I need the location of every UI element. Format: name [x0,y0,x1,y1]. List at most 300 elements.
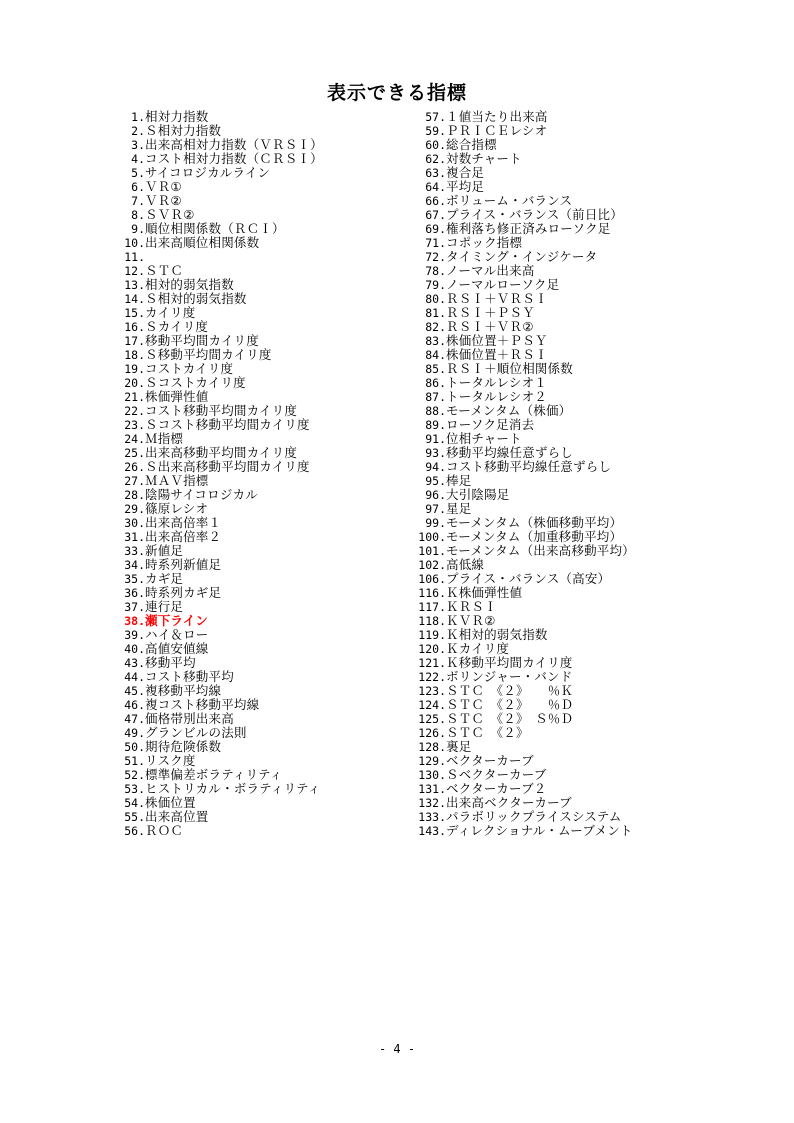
indicator-label: ＫＶＲ② [446,614,496,628]
indicator-number: 84. [425,348,446,362]
indicator-label: ノーマルローソク足 [446,278,560,292]
indicator-number: 118. [418,614,446,628]
indicator-number: 24. [124,432,145,446]
indicator-number: 34. [124,558,145,572]
indicator-label: 出来高ベクターカーブ [446,796,572,810]
indicator-item [119,208,409,222]
indicator-label: コストカイリ度 [145,362,234,376]
indicator-item [414,544,704,558]
indicator-number: 117. [418,600,446,614]
indicator-item [119,236,409,250]
indicator-item [414,558,704,572]
indicator-item [119,502,409,516]
indicator-item [414,586,704,600]
indicator-item [414,768,704,782]
indicator-number: 102. [418,558,446,572]
indicator-number: 128. [418,740,446,754]
indicator-number: 2. [131,124,145,138]
indicator-item [119,418,409,432]
indicator-item [119,278,409,292]
indicator-label: Ｓコストカイリ度 [145,376,246,390]
indicator-label: カイリ度 [145,306,196,320]
indicator-label: 相対的弱気指数 [145,278,234,292]
indicator-label: 連行足 [145,600,184,614]
indicator-number: 33. [124,544,145,558]
indicator-number: 62. [425,152,446,166]
indicator-item [119,796,409,810]
indicator-label: Ｋ株価弾性値 [446,586,523,600]
indicator-item [414,488,704,502]
indicator-label: ヒストリカル・ボラティリティ [145,782,321,796]
indicator-item [414,208,704,222]
indicator-label: ボリューム・バランス [446,194,573,208]
indicator-number: 131. [418,782,446,796]
indicator-label: ＰＲＩＣＥレシオ [446,124,548,138]
indicator-number: 82. [425,320,446,334]
indicator-item [119,684,409,698]
indicator-label: 星足 [446,502,472,516]
indicator-label: 標準偏差ボラティリティ [145,768,283,782]
indicator-number: 27. [124,474,145,488]
indicator-item [414,264,704,278]
indicator-item [119,712,409,726]
indicator-label: 篠原レシオ [145,502,209,516]
indicator-number: 29. [124,502,145,516]
indicator-item [119,698,409,712]
indicator-item [119,782,409,796]
indicator-number: 67. [425,208,446,222]
indicator-label: 総合指標 [446,138,497,152]
indicator-number: 132. [418,796,446,810]
indicator-label: 株価位置＋ＲＳＩ [446,348,548,362]
indicator-label: 移動平均間カイリ度 [145,334,259,348]
indicator-number: 5. [131,166,145,180]
indicator-item [414,516,704,530]
indicator-label: ＳＴＣ 《２》 ％Ｄ [446,698,574,712]
indicator-label: 移動平均線任意ずらし [446,446,574,460]
indicator-number: 16. [124,320,145,334]
indicator-label: モーメンタム（加重移動平均） [446,530,623,544]
indicator-item [414,222,704,236]
indicator-number: 80. [425,292,446,306]
indicator-number: 101. [418,544,446,558]
indicator-number: 46. [124,698,145,712]
indicator-item [119,516,409,530]
indicator-label: 権利落ち修正済みローソク足 [446,222,611,236]
indicator-label: ベクターカーブ [446,754,534,768]
indicator-item [414,614,704,628]
indicator-label: 高値安値線 [145,642,209,656]
indicator-number: 6. [131,180,145,194]
indicator-label: カギ足 [145,572,184,586]
indicator-item [119,124,409,138]
indicator-label: 瀬下ライン [145,614,209,628]
indicator-label: ベクターカーブ２ [446,782,547,796]
indicator-number: 99. [425,516,446,530]
indicator-item [414,656,704,670]
indicator-number: 63. [425,166,446,180]
indicator-number: 71. [425,236,446,250]
indicator-number: 19. [124,362,145,376]
indicator-item [119,194,409,208]
indicator-number: 36. [124,586,145,600]
indicator-label: Ｓコスト移動平均間カイリ度 [145,418,310,432]
indicator-number: 3. [131,138,145,152]
indicator-item [414,418,704,432]
indicator-label: 裏足 [446,740,472,754]
indicator-label: 順位相関係数（ＲＣＩ） [145,222,285,236]
indicator-label: パラボリックプライスシステム [446,810,622,824]
indicator-item [119,166,409,180]
indicator-label: Ｓカイリ度 [145,320,209,334]
indicator-label: コスト移動平均 [145,670,234,684]
indicator-number: 7. [131,194,145,208]
indicator-label: 棒足 [446,474,472,488]
indicator-number: 89. [425,418,446,432]
indicator-label: モーメンタム（株価移動平均） [446,516,623,530]
indicator-item [414,530,704,544]
indicator-item [414,152,704,166]
indicator-item [119,810,409,824]
indicator-item [119,404,409,418]
indicator-number: 79. [425,278,446,292]
indicator-label: タイミング・インジケータ [446,250,598,264]
indicator-item [119,740,409,754]
indicator-label: 移動平均 [145,656,196,670]
indicator-item [414,250,704,264]
indicator-label: プライス・バランス（高安） [446,572,611,586]
indicator-item [414,138,704,152]
indicator-label: 平均足 [446,180,485,194]
indicator-number: 66. [425,194,446,208]
indicator-number: 31. [124,530,145,544]
indicator-label: 複コスト移動平均線 [145,698,260,712]
indicator-number: 57. [425,110,446,124]
indicator-item [119,558,409,572]
indicator-item [119,152,409,166]
indicator-item [414,754,704,768]
indicator-number: 106. [418,572,446,586]
indicator-item [119,222,409,236]
indicator-item [119,292,409,306]
indicator-item [414,712,704,726]
indicator-label: ローソク足消去 [446,418,535,432]
indicator-item [414,670,704,684]
indicator-label: ＳＴＣ 《２》 ％Ｋ [446,684,574,698]
indicator-label: トータルレシオ２ [446,390,547,404]
indicator-number: 87. [425,390,446,404]
indicator-number: 45. [124,684,145,698]
indicator-item [414,726,704,740]
indicator-label: ノーマル出来高 [446,264,535,278]
indicator-label: モーメンタム（株価） [446,404,572,418]
indicator-item [414,166,704,180]
indicator-number: 25. [124,446,145,460]
indicator-item [414,474,704,488]
indicator-label: グランビルの法則 [145,726,247,740]
indicator-label: ＳＶＲ② [145,208,195,222]
indicator-label: トータルレシオ１ [446,376,547,390]
indicator-item [414,124,704,138]
page-number: - 4 - [378,1042,416,1056]
indicator-item [119,180,409,194]
indicator-number: 86. [425,376,446,390]
indicator-item [119,768,409,782]
indicator-item [414,180,704,194]
indicator-item [414,824,704,838]
indicator-label: 時系列新値足 [145,558,222,572]
indicator-number: 64. [425,180,446,194]
indicator-item [119,754,409,768]
indicator-label: コポック指標 [446,236,523,250]
indicator-number: 122. [418,670,446,684]
indicator-label: Ｋ移動平均間カイリ度 [446,656,573,670]
indicator-number: 85. [425,362,446,376]
indicator-label: ＭＡＶ指標 [145,474,209,488]
indicator-number: 119. [418,628,446,642]
indicator-label: 対数チャート [446,152,522,166]
indicator-item [414,432,704,446]
indicator-label: Ｍ指標 [145,432,184,446]
indicator-item [119,250,409,264]
indicator-item [119,600,409,614]
indicator-item [414,446,704,460]
indicator-label: 陰陽サイコロジカル [145,488,258,502]
indicator-label: 株価弾性値 [145,390,209,404]
indicator-number: 53. [124,782,145,796]
indicator-label: 株価位置＋ＰＳＹ [446,334,548,348]
indicator-number: 78. [425,264,446,278]
indicator-label: 出来高移動平均間カイリ度 [145,446,298,460]
indicator-label: 出来高位置 [145,810,209,824]
indicator-item [414,782,704,796]
indicator-item [414,502,704,516]
indicator-item [119,474,409,488]
indicator-item [119,572,409,586]
indicator-item [119,488,409,502]
indicator-number: 120. [418,642,446,656]
indicator-number: 8. [131,208,145,222]
indicator-number: 37. [124,600,145,614]
indicator-label: Ｓ相対力指数 [145,124,222,138]
indicator-item [414,684,704,698]
indicator-number: 13. [124,278,145,292]
indicator-item [119,656,409,670]
indicator-item [119,348,409,362]
indicator-item [414,334,704,348]
indicator-label: 大引陰陽足 [446,488,510,502]
indicator-label: 出来高倍率２ [145,530,222,544]
indicator-item [414,740,704,754]
indicator-label: コスト相対力指数（ＣＲＳＩ） [145,152,323,166]
indicator-number: 126. [418,726,446,740]
indicator-number: 97. [425,502,446,516]
indicator-number: 130. [418,768,446,782]
indicator-label: ディレクショナル・ムーブメント [446,824,633,838]
indicator-item [119,110,409,124]
indicator-item [119,432,409,446]
indicator-label: 出来高順位相関係数 [145,236,260,250]
indicator-label: 株価位置 [145,796,196,810]
indicator-number: 95. [425,474,446,488]
indicator-item [414,292,704,306]
indicator-item [119,586,409,600]
indicator-item [119,824,409,838]
indicator-item [414,306,704,320]
indicator-number: 116. [418,586,446,600]
indicator-item [119,320,409,334]
indicator-item [119,390,409,404]
indicator-item [119,642,409,656]
indicator-label: 時系列カギ足 [145,586,222,600]
indicator-label: 位相チャート [446,432,522,446]
indicator-number: 51. [124,754,145,768]
indicator-number: 91. [425,432,446,446]
indicator-label: 新値足 [145,544,184,558]
indicator-number: 52. [124,768,145,782]
indicator-item [414,362,704,376]
indicator-number: 133. [418,810,446,824]
indicator-number: 88. [425,404,446,418]
indicator-label: ハイ＆ロー [145,628,209,642]
indicator-number: 81. [425,306,446,320]
indicator-label: Ｋ相対的弱気指数 [446,628,548,642]
indicator-list-right [414,110,704,838]
indicator-item [119,264,409,278]
indicator-number: 26. [124,460,145,474]
indicator-label: 期待危険係数 [145,740,222,754]
indicator-number: 21. [124,390,145,404]
indicator-item [119,530,409,544]
indicator-label: 出来高倍率１ [145,516,222,530]
indicator-number: 143. [418,824,446,838]
indicator-label: Ｋカイリ度 [446,642,510,656]
indicator-item [119,334,409,348]
indicator-number: 44. [124,670,145,684]
indicator-item [414,320,704,334]
indicator-number: 49. [124,726,145,740]
indicator-number: 100. [418,530,446,544]
indicator-number: 22. [124,404,145,418]
indicator-item [414,110,704,124]
indicator-label: コスト移動平均線任意ずらし [446,460,612,474]
indicator-label: 価格帯別出来高 [145,712,234,726]
indicator-number: 93. [425,446,446,460]
indicator-label: 高低線 [446,558,485,572]
indicator-label: 相対力指数 [145,110,209,124]
indicator-number: 83. [425,334,446,348]
indicator-number: 72. [425,250,446,264]
indicator-number: 121. [418,656,446,670]
indicator-number: 23. [124,418,145,432]
indicator-item [119,376,409,390]
page-title: 表示できる指標 [326,82,467,104]
indicator-number: 56. [124,824,145,838]
indicator-number: 60. [425,138,446,152]
indicator-number: 30. [124,516,145,530]
indicator-number: 28. [124,488,145,502]
indicator-number: 47. [124,712,145,726]
indicator-label: プライス・バランス（前日比） [446,208,623,222]
indicator-label: ＲＳＩ＋順位相関係数 [446,362,574,376]
indicator-number: 124. [418,698,446,712]
indicator-item [119,460,409,474]
indicator-number: 40. [124,642,145,656]
indicator-label: ボリンジャー・バンド [446,670,573,684]
indicator-number: 10. [124,236,145,250]
indicator-label: 複移動平均線 [145,684,222,698]
indicator-label: サイコロジカルライン [145,166,271,180]
indicator-item [119,446,409,460]
indicator-item [414,796,704,810]
indicator-item [414,236,704,250]
indicator-label: Ｓ相対的弱気指数 [145,292,247,306]
indicator-label: Ｓベクターカーブ [446,768,547,782]
indicator-number: 96. [425,488,446,502]
indicator-label: リスク度 [145,754,196,768]
indicator-item [414,810,704,824]
indicator-item [414,600,704,614]
indicator-item [119,362,409,376]
indicator-item [414,376,704,390]
indicator-item [119,670,409,684]
indicator-number: 123. [418,684,446,698]
indicator-item [119,306,409,320]
indicator-number: 18. [124,348,145,362]
indicator-label: ＳＴＣ [145,264,184,278]
indicator-item [414,572,704,586]
indicator-number: 12. [124,264,145,278]
indicator-label: ＫＲＳＩ [446,600,497,614]
indicator-label: ＳＴＣ 《２》 [446,726,529,740]
indicator-item [414,628,704,642]
indicator-label: Ｓ出来高移動平均間カイリ度 [145,460,310,474]
indicator-number: 43. [124,656,145,670]
indicator-item [414,404,704,418]
indicator-label: ＶＲ① [145,180,182,194]
indicator-number: 1. [131,110,145,124]
indicator-number: 38. [124,614,145,628]
indicator-number: 20. [124,376,145,390]
indicator-item [119,628,409,642]
indicator-label: ＲＳＩ＋ＶＲ② [446,320,534,334]
indicator-label: 出来高相対力指数（ＶＲＳＩ） [145,138,323,152]
indicator-item [414,278,704,292]
indicator-number: 129. [418,754,446,768]
indicator-item [414,642,704,656]
indicator-label: ＶＲ② [145,194,182,208]
indicator-number: 17. [124,334,145,348]
indicator-label: コスト移動平均間カイリ度 [145,404,298,418]
indicator-number: 9. [131,222,145,236]
indicator-number: 59. [425,124,446,138]
indicator-item [414,698,704,712]
indicator-number: 15. [124,306,145,320]
indicator-item [119,726,409,740]
indicator-label: Ｓ移動平均間カイリ度 [145,348,272,362]
indicator-number: 4. [131,152,145,166]
indicator-item [414,348,704,362]
indicator-item [414,460,704,474]
indicator-number: 125. [418,712,446,726]
indicator-label: ＲＳＩ＋ＰＳＹ [446,306,535,320]
indicator-label: モーメンタム（出来高移動平均） [446,544,635,558]
indicator-number: 11. [124,250,145,264]
indicator-number: 54. [124,796,145,810]
indicator-number: 14. [124,292,145,306]
indicator-label: ＳＴＣ 《２》 Ｓ％Ｄ [446,712,574,726]
indicator-label: ＲＯＣ [145,824,184,838]
